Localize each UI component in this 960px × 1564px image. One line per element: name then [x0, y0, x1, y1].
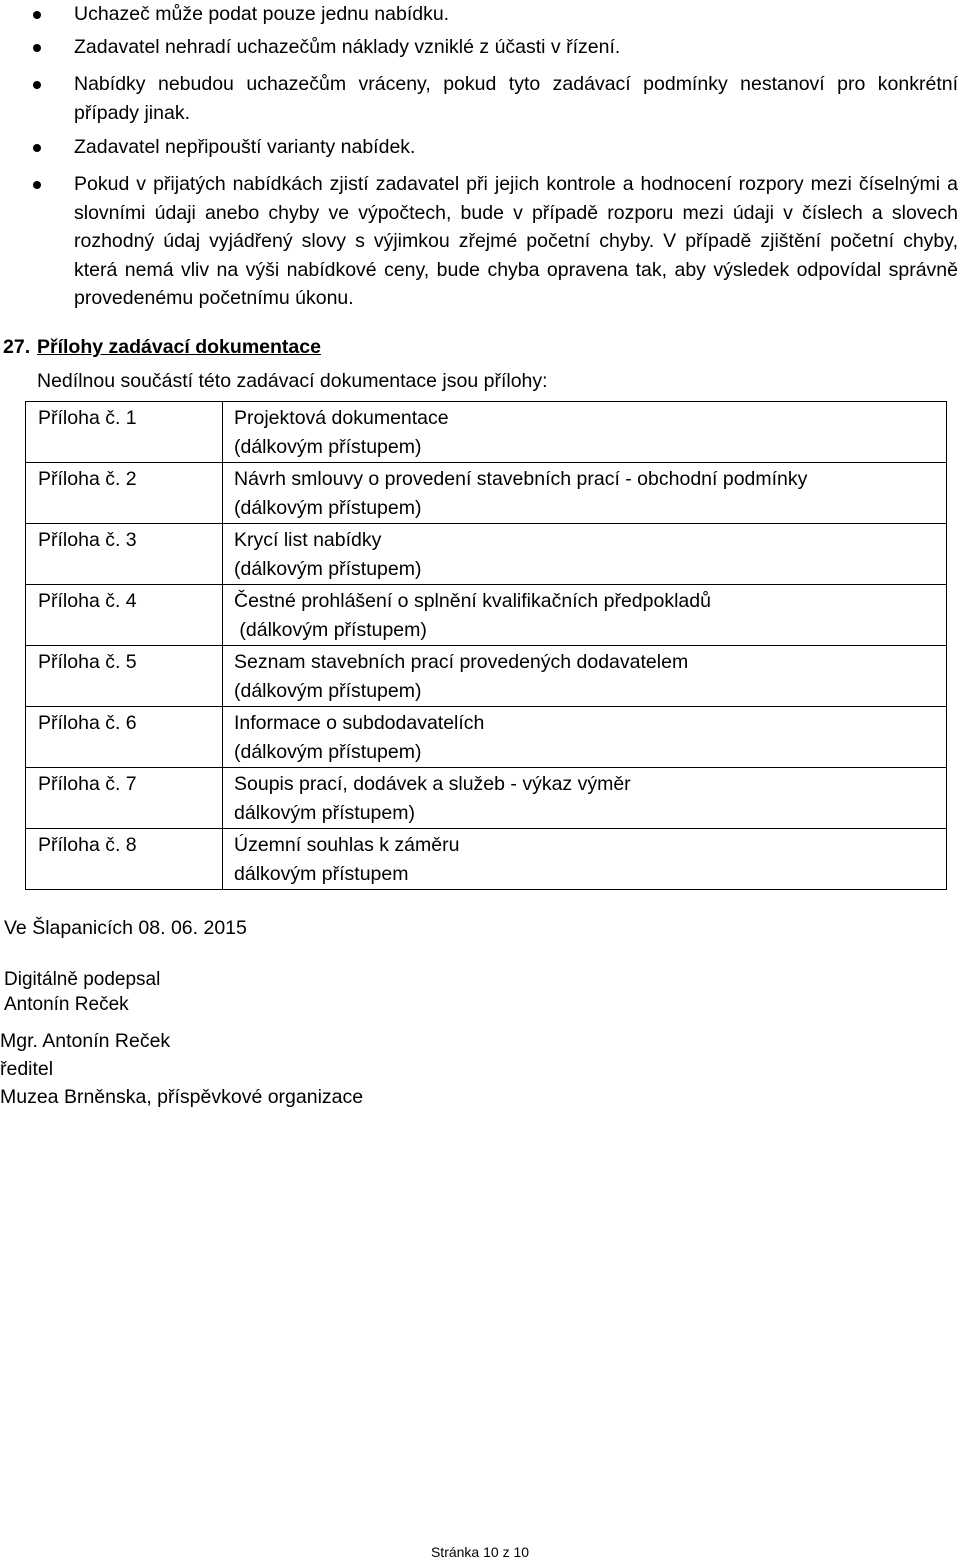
bullet-dot-icon — [33, 81, 41, 89]
bullet-item — [74, 133, 958, 162]
bullet-dot-icon — [33, 11, 41, 19]
annex-label: Příloha č. 4 — [26, 585, 223, 646]
page-number: Stránka 10 z 10 — [430, 1544, 530, 1560]
bullet-dot-icon — [33, 144, 41, 152]
table-row — [26, 707, 947, 768]
annex-label: Příloha č. 5 — [26, 646, 223, 707]
signatory-organization: Muzea Brněnska, příspěvkové organizace — [0, 1086, 364, 1108]
annex-access: (dálkovým přístupem) — [234, 679, 422, 702]
annex-access: dálkovým přístupem — [234, 862, 409, 885]
annex-title: Informace o subdodavatelích — [234, 712, 485, 734]
bullet-text: Pokud v přijatých nabídkách zjistí zadavatel při jejich kontrole a hodnocení rozpory mezi číselnými a slovními údaji anebo chyby ve výpočtech, bude v případě rozporu mezi údaji v číslech a slovech rozhodný údaj vyjádřený slovy s výjimkou zřejmé početní chyby. V případě zjištění početní chyby, která nemá vliv na výši nabídkové ceny, bude chyba opravena tak, aby výsledek odpovídal správně provedenému početnímu úkonu. — [74, 173, 958, 309]
annex-title: Projektová dokumentace — [234, 407, 449, 429]
bullet-text: Zadavatel nepřipouští varianty nabídek. — [74, 136, 416, 158]
annex-label: Příloha č. 8 — [26, 829, 223, 890]
bullet-item — [74, 33, 958, 62]
annex-label: Příloha č. 2 — [26, 463, 223, 524]
section-title: Přílohy zadávací dokumentace — [37, 336, 321, 358]
annex-description — [223, 646, 947, 707]
annex-description — [223, 829, 947, 890]
bullet-dot-icon — [33, 181, 41, 189]
digital-signature-name: Antonín Reček — [4, 994, 129, 1015]
table-row — [26, 829, 947, 890]
annex-title: Územní souhlas k záměru — [234, 834, 460, 856]
bullet-item — [74, 170, 958, 313]
table-row — [26, 524, 947, 585]
annex-description — [223, 524, 947, 585]
annex-access: dálkovým přístupem) — [234, 801, 415, 824]
annex-access: (dálkovým přístupem) — [234, 557, 422, 580]
annex-access: (dálkovým přístupem) — [234, 496, 422, 519]
bullet-text: Uchazeč může podat pouze jednu nabídku. — [74, 3, 450, 25]
annex-table — [25, 401, 947, 890]
annex-description — [223, 463, 947, 524]
table-row — [26, 463, 947, 524]
bullet-dot-icon — [33, 44, 41, 52]
table-row — [26, 402, 947, 463]
bullet-text: Nabídky nebudou uchazečům vráceny, pokud tyto zadávací podmínky nestanoví pro konkrétní případy jinak. — [74, 73, 958, 124]
annex-access: (dálkovým přístupem) — [234, 435, 422, 458]
annex-title: Seznam stavebních prací provedených dodavatelem — [234, 651, 689, 673]
section-number: 27. — [3, 336, 31, 358]
annex-description — [223, 707, 947, 768]
annex-access: (dálkovým přístupem) — [234, 740, 422, 763]
table-row — [26, 768, 947, 829]
annex-label: Příloha č. 3 — [26, 524, 223, 585]
place-and-date: Ve Šlapanicích 08. 06. 2015 — [4, 917, 247, 939]
signatory-role: ředitel — [0, 1058, 54, 1080]
annex-label: Příloha č. 1 — [26, 402, 223, 463]
annex-title: Krycí list nabídky — [234, 529, 382, 551]
annex-label: Příloha č. 6 — [26, 707, 223, 768]
signatory-block — [0, 1027, 363, 1111]
digital-signature — [4, 967, 160, 1017]
bullet-item — [74, 0, 958, 29]
annex-access: (dálkovým přístupem) — [234, 618, 427, 641]
annex-title: Soupis prací, dodávek a služeb - výkaz výměr — [234, 773, 631, 795]
annex-label: Příloha č. 7 — [26, 768, 223, 829]
annex-description — [223, 768, 947, 829]
annex-description — [223, 585, 947, 646]
annex-title: Návrh smlouvy o provedení stavebních prací - obchodní podmínky — [234, 468, 808, 490]
table-row — [26, 646, 947, 707]
digital-signature-label: Digitálně podepsal — [4, 969, 161, 990]
annex-title: Čestné prohlášení o splnění kvalifikačních předpokladů — [234, 590, 711, 612]
bullet-item — [74, 70, 958, 127]
annex-description — [223, 402, 947, 463]
bullet-text: Zadavatel nehradí uchazečům náklady vzniklé z účasti v řízení. — [74, 36, 621, 58]
section-intro: Nedílnou součástí této zadávací dokumentace jsou přílohy: — [37, 370, 548, 392]
signatory-name: Mgr. Antonín Reček — [0, 1030, 171, 1052]
table-row — [26, 585, 947, 646]
